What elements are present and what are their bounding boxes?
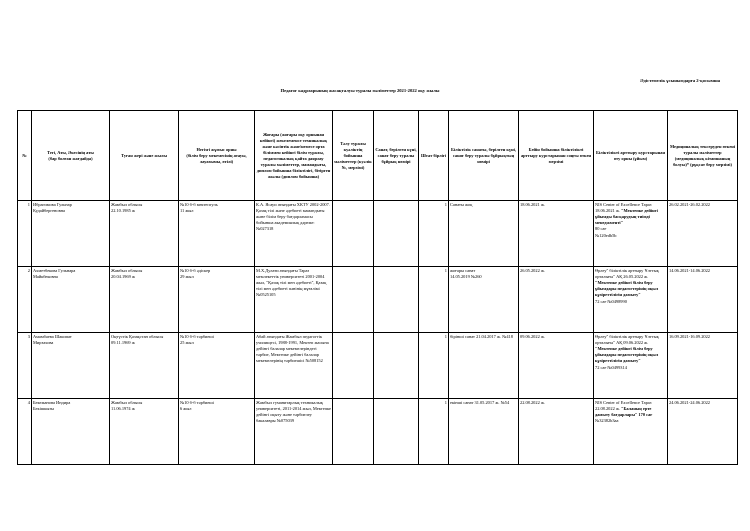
- cell-work: №10 б-б әдіскер 29 жыл: [179, 267, 255, 333]
- cell-number: 1: [18, 201, 32, 267]
- course-place-text: Өрлеу" біліктілік арттыру Ұлттық орталығы" АҚ 09.06.2022 ж.: [595, 333, 659, 345]
- cell-name: Ибрагимова Гульнар Кудайбергеновна: [32, 201, 110, 267]
- cell-number: 2: [18, 267, 32, 333]
- cell-medical: 14.06.2021-14.06.2022: [668, 267, 738, 333]
- cell-name: Бекежанова Индира Бекішкызы: [32, 399, 110, 465]
- header-qualification: Біліктілік санаты, берілген күні, санат беру туралы бұйрықтың нөмірі: [449, 111, 519, 201]
- cell-qualification: бірінші санат 21.04.2017 ж. №418: [449, 333, 519, 399]
- header-birth: Туған жері және жылы: [110, 111, 179, 201]
- cell-name: Амамбаева Шакипат Мирзахова: [32, 333, 110, 399]
- course-place-text: Өрлеу" біліктілік арттыру Ұлттық орталығы" АҚ 26.05.2022 ж.: [595, 267, 659, 279]
- cell-course-place: [594, 267, 668, 333]
- document-title: Педагог кадрларының жасақталуы туралы мәліметтер 2021-2022 оқу жылы: [280, 88, 440, 93]
- cell-license: [333, 333, 374, 399]
- staff-table: [17, 110, 738, 465]
- header-number: №: [18, 111, 32, 201]
- cell-category: [374, 399, 419, 465]
- cell-birth: Жамбыл облысы 20.04.1969 ж: [110, 267, 179, 333]
- table-row: [18, 267, 738, 333]
- cell-education: М.Х.Дулати атындағы Тараз мемлекеттік университеті 2001-2004 жыл, "Қазақ тілі мен әдебиеті", Қазақ тілі мен әдебиеті пәнінің мұғалімі №0525105: [255, 267, 333, 333]
- cell-birth: Жамбыл облысы 11.06.1974 ж: [110, 399, 179, 465]
- cell-education: Жамбыл гуманитарлық техникалық университеті, 2011-2014 жыл, Мектепке дейінгі оқыту және тәрбиелеу бакалавры №075039: [255, 399, 333, 465]
- course-place-text: NIS Center of Excellence Тараз 18.06.2021 ж.: [595, 201, 652, 213]
- table-header-row: [18, 111, 738, 201]
- cell-category: [374, 267, 419, 333]
- cell-number: 4: [18, 399, 32, 465]
- cell-staff-unit: 1: [419, 333, 449, 399]
- cell-medical: 24.06.2021-24.06.2022: [668, 399, 738, 465]
- table-row: [18, 399, 738, 465]
- course-place-tail: 72 сағ №0498990: [595, 298, 627, 304]
- cell-qualification: жоғары санат 14.05.2019 №260: [449, 267, 519, 333]
- header-name: Тегі, Аты, Әкесінің аты (бар болған жағдайда): [32, 111, 110, 201]
- cell-name: Ахметбекова Гульнара Майкбековна: [32, 267, 110, 333]
- cell-birth: Оңтүстік Қазақстан облысы 09.11.1969 ж: [110, 333, 179, 399]
- cell-course-date: 09.06.2022 ж.: [519, 333, 594, 399]
- header-license: Тәлу туралы куәліктің бойынша мәліметтер (куәлік №, мерзімі): [333, 111, 374, 201]
- cell-number: 3: [18, 333, 32, 399]
- cell-work: №10 б-б тәрбиеші 25 жыл: [179, 333, 255, 399]
- header-education: Жоғары (жоғары оқу орнынан кейінгі) жекелеменсе техникалық және кәсіптік және/немесе орта біліммен кейінгі білім туралы, педагогикалық қайта даярлау туралы мәліметтер, мамандығы, диплом бойынша біліктілігі, бітірген жылы (диплом бойынша): [255, 111, 333, 201]
- cell-course-date: 22.08.2022 ж.: [519, 399, 594, 465]
- course-title: "Баланың ерте дамыту бағдарлары" 170 сағ: [595, 405, 653, 417]
- course-place-tail: 72 сағ №0499314: [595, 364, 627, 370]
- cell-course-place: [594, 201, 668, 267]
- cell-course-place: [594, 399, 668, 465]
- cell-staff-unit: 1: [419, 201, 449, 267]
- header-staff-unit: Штат бірлігі: [419, 111, 449, 201]
- cell-category: [374, 201, 419, 267]
- appendix-note: Әдістемелік ұсынымдарға 2-қосымша: [640, 78, 720, 83]
- header-category: Санат, берілген күні, санат беру туралы бұйрық нөмірі: [374, 111, 419, 201]
- cell-education: Абай атындағы Жамбыл педагогтік училищесі, 1988-1991, Мектеп жасына дейінгі балалар мекемелеріндегі тәрбие, Мектепке дейінгі балалар мекемелерінің тәрбиешісі №508152: [255, 333, 333, 399]
- header-course-date: Бейін бойынша біліктілікті арттыру курстарынан соңғы өткен мерзімі: [519, 111, 594, 201]
- cell-staff-unit: 1: [419, 399, 449, 465]
- cell-birth: Жамбыл облысы 22.10.1985 ж: [110, 201, 179, 267]
- cell-qualification: екінші санат 31.05.2017 ж. №54: [449, 399, 519, 465]
- cell-staff-unit: 1: [419, 267, 449, 333]
- header-medical: Медициналық тексеруден өткені туралы мәліметтер (медициналық кітапшаның болуы)* (рұқсат беру мерзімі): [668, 111, 738, 201]
- cell-category: [374, 333, 419, 399]
- cell-license: [333, 201, 374, 267]
- table-row: [18, 201, 738, 267]
- cell-license: [333, 399, 374, 465]
- cell-work: №10 б-б мектепгуль 11 жыл: [179, 201, 255, 267]
- table-row: [18, 333, 738, 399]
- course-title: "Мектепке дейінгі білім беру ұйымдары педагогтерінің оқыл құзіреттілігін дамыту": [595, 279, 659, 298]
- cell-course-place: [594, 333, 668, 399]
- cell-qualification: Санаты жоқ: [449, 201, 519, 267]
- course-title: "Мектепке дейінгі ұйымды басқарудың тиімді менеджменті": [595, 207, 658, 226]
- course-place-text: NIS Center of Excellence Тараз 22.08.2022 ж.: [595, 399, 652, 411]
- cell-medical: 26.02.2021-26.02.2022: [668, 201, 738, 267]
- course-title: "Мектепке дейінгі білім беру ұйымдары педагогтерінің оқыл құзіреттілігін дамыту": [595, 345, 659, 364]
- cell-course-date: 26.05.2022 ж.: [519, 267, 594, 333]
- course-place-tail: №32382b3aa: [595, 418, 619, 424]
- cell-medical: 16.09.2021-16.09.2022: [668, 333, 738, 399]
- header-work: Негізгі жұмыс орны (білім беру мекемесінің атауы, лауазымы, өтілі): [179, 111, 255, 201]
- cell-education: К.А. Ясауи атындағы ХКТУ 2002-2007. Қазақ тілі және әдебиеті мамандығы және білім беру бағдарламасы бойынша академиялық дәреже: №027318: [255, 201, 333, 267]
- header-course-place: Біліктілікті арттыру курстарынан өту орны (ұйым): [594, 111, 668, 201]
- cell-work: №10 б-б тәрбиеші 6 жыл: [179, 399, 255, 465]
- course-place-tail: 80 сағ №120edb5b: [595, 226, 617, 238]
- cell-course-date: 18.06.2021 ж.: [519, 201, 594, 267]
- cell-license: [333, 267, 374, 333]
